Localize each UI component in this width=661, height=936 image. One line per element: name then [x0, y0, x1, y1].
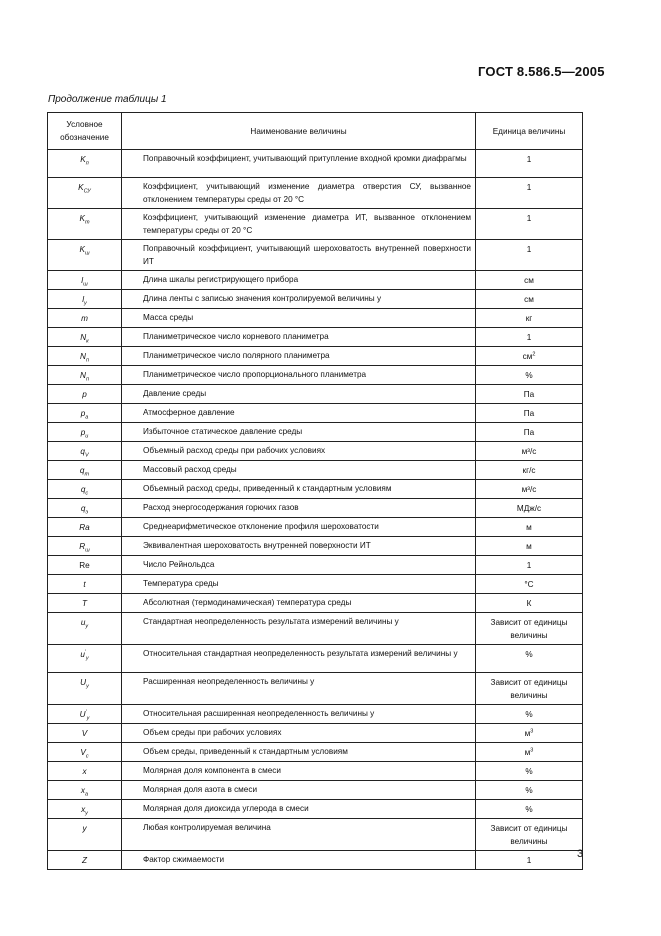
name-cell: Планиметрическое число полярного планиметра: [122, 347, 476, 366]
symbol-cell: $N_п$: [48, 347, 122, 366]
symbol-cell: $K_ш$: [48, 240, 122, 271]
unit-cell: 1: [476, 556, 583, 575]
name-cell: Среднеарифметическое отклонение профиля шероховатости: [122, 518, 476, 537]
unit-cell: 1: [476, 328, 583, 347]
unit-cell: м³/с: [476, 442, 583, 461]
symbol-cell: $N_к$: [48, 328, 122, 347]
table-row: [48, 150, 583, 178]
symbol-cell: $U_у$: [48, 673, 122, 705]
unit-cell: см: [476, 271, 583, 290]
symbol-cell: $x_а$: [48, 781, 122, 800]
name-cell: Планиметрическое число корневого планиметра: [122, 328, 476, 347]
symbol-cell: Ra: [48, 518, 122, 537]
symbol-cell: $p_и$: [48, 423, 122, 442]
table-row: [48, 499, 583, 518]
unit-cell: Па: [476, 404, 583, 423]
unit-cell: %: [476, 762, 583, 781]
name-cell: Давление среды: [122, 385, 476, 404]
symbol-cell: $V_с$: [48, 743, 122, 762]
table-row: [48, 385, 583, 404]
unit-cell: °С: [476, 575, 583, 594]
unit-cell: кг/с: [476, 461, 583, 480]
table-row: [48, 819, 583, 851]
name-cell: Температура среды: [122, 575, 476, 594]
table-row: [48, 209, 583, 240]
table-row: [48, 290, 583, 309]
table-row: [48, 594, 583, 613]
name-cell: Объем среды, приведенный к стандартным условиям: [122, 743, 476, 762]
name-cell: Избыточное статическое давление среды: [122, 423, 476, 442]
name-cell: Коэффициент, учитывающий изменение диаметра отверстия СУ, вызванное отклонением температуры среды от 20 °С: [122, 178, 476, 209]
table-row: [48, 328, 583, 347]
table-row: [48, 762, 583, 781]
unit-cell: Зависит от единицы величины: [476, 673, 583, 705]
symbol-cell: m: [48, 309, 122, 328]
name-cell: Относительная стандартная неопределенность результата измерений величины у: [122, 645, 476, 673]
name-cell: Молярная доля диоксида углерода в смеси: [122, 800, 476, 819]
table-row: [48, 347, 583, 366]
name-cell: Стандартная неопределенность результата измерений величины у: [122, 613, 476, 645]
name-cell: Поправочный коэффициент, учитывающий притупление входной кромки диафрагмы: [122, 150, 476, 178]
symbol-cell: $x_у$: [48, 800, 122, 819]
name-cell: Расширенная неопределенность величины у: [122, 673, 476, 705]
symbol-cell: $q_V$: [48, 442, 122, 461]
unit-cell: %: [476, 781, 583, 800]
unit-cell: м³/с: [476, 480, 583, 499]
symbol-cell: Z: [48, 851, 122, 870]
unit-cell: 1: [476, 851, 583, 870]
unit-cell: м: [476, 518, 583, 537]
symbol-cell: x: [48, 762, 122, 781]
table-row: [48, 800, 583, 819]
unit-cell: 1: [476, 240, 583, 271]
unit-cell: %: [476, 366, 583, 385]
symbol-cell: $u'_у$: [48, 645, 122, 673]
table-row: [48, 556, 583, 575]
name-cell: Эквивалентная шероховатость внутренней поверхности ИТ: [122, 537, 476, 556]
name-cell: Объемный расход среды при рабочих условиях: [122, 442, 476, 461]
symbol-cell: V: [48, 724, 122, 743]
unit-cell: Па: [476, 423, 583, 442]
table-header-row: [48, 113, 583, 150]
table-row: [48, 366, 583, 385]
table-row: [48, 575, 583, 594]
document-code: ГОСТ 8.586.5—2005: [478, 64, 605, 79]
table-row: [48, 442, 583, 461]
table-row: [48, 705, 583, 724]
symbol-cell: t: [48, 575, 122, 594]
table-caption: Продолжение таблицы 1: [48, 94, 167, 105]
table-row: [48, 404, 583, 423]
symbol-cell: $q_э$: [48, 499, 122, 518]
unit-cell: Па: [476, 385, 583, 404]
name-cell: Планиметрическое число пропорционального планиметра: [122, 366, 476, 385]
table-row: [48, 645, 583, 673]
table-row: [48, 271, 583, 290]
unit-cell: $см^2$: [476, 347, 583, 366]
name-cell: Коэффициент, учитывающий изменение диаметра ИТ, вызванное отклонением температуры среды от 20 °С: [122, 209, 476, 240]
unit-cell: МДж/с: [476, 499, 583, 518]
symbol-cell: T: [48, 594, 122, 613]
symbol-cell: $R_ш$: [48, 537, 122, 556]
unit-cell: 1: [476, 150, 583, 178]
unit-cell: %: [476, 705, 583, 724]
unit-cell: м: [476, 537, 583, 556]
name-cell: Поправочный коэффициент, учитывающий шероховатость внутренней поверхности ИТ: [122, 240, 476, 271]
symbol-cell: $q_с$: [48, 480, 122, 499]
header-symbol: Условное обозначение: [48, 113, 122, 150]
symbol-cell: $K_п$: [48, 150, 122, 178]
name-cell: Объемный расход среды, приведенный к стандартным условиям: [122, 480, 476, 499]
table-row: [48, 518, 583, 537]
unit-cell: $м^3$: [476, 724, 583, 743]
name-cell: Относительная расширенная неопределенность величины у: [122, 705, 476, 724]
table-row: [48, 178, 583, 209]
unit-cell: К: [476, 594, 583, 613]
name-cell: Массовый расход среды: [122, 461, 476, 480]
symbol-cell: $K_{СУ}$: [48, 178, 122, 209]
name-cell: Фактор сжимаемости: [122, 851, 476, 870]
unit-cell: %: [476, 645, 583, 673]
symbol-cell: $l_ш$: [48, 271, 122, 290]
symbol-cell: $K_т$: [48, 209, 122, 240]
header-unit: Единица величины: [476, 113, 583, 150]
unit-cell: 1: [476, 178, 583, 209]
symbol-cell: $N_п$: [48, 366, 122, 385]
table-row: [48, 743, 583, 762]
name-cell: Молярная доля азота в смеси: [122, 781, 476, 800]
table-row: [48, 309, 583, 328]
unit-cell: %: [476, 800, 583, 819]
table-row: [48, 673, 583, 705]
symbol-cell: p: [48, 385, 122, 404]
symbol-cell: $p_а$: [48, 404, 122, 423]
symbol-cell: $u_у$: [48, 613, 122, 645]
table-row: [48, 537, 583, 556]
unit-cell: Зависит от единицы величины: [476, 819, 583, 851]
name-cell: Атмосферное давление: [122, 404, 476, 423]
page-number: 3: [577, 848, 584, 860]
table-row: [48, 461, 583, 480]
name-cell: Любая контролируемая величина: [122, 819, 476, 851]
symbol-cell: $q_m$: [48, 461, 122, 480]
symbol-cell: $U'_у$: [48, 705, 122, 724]
name-cell: Длина шкалы регистрирующего прибора: [122, 271, 476, 290]
symbol-cell: y: [48, 819, 122, 851]
name-cell: Длина ленты с записью значения контролируемой величины у: [122, 290, 476, 309]
unit-cell: см: [476, 290, 583, 309]
unit-cell: 1: [476, 209, 583, 240]
table-row: [48, 613, 583, 645]
table-row: [48, 781, 583, 800]
table-row: [48, 240, 583, 271]
name-cell: Расход энергосодержания горючих газов: [122, 499, 476, 518]
unit-cell: кг: [476, 309, 583, 328]
symbol-cell: $l_у$: [48, 290, 122, 309]
unit-cell: $м^3$: [476, 743, 583, 762]
symbols-table: [47, 112, 583, 870]
name-cell: Масса среды: [122, 309, 476, 328]
table-row: [48, 851, 583, 870]
header-name: Наименование величины: [122, 113, 476, 150]
table-row: [48, 724, 583, 743]
name-cell: Объем среды при рабочих условиях: [122, 724, 476, 743]
table-row: [48, 480, 583, 499]
name-cell: Молярная доля компонента в смеси: [122, 762, 476, 781]
symbol-cell: Re: [48, 556, 122, 575]
table-row: [48, 423, 583, 442]
unit-cell: Зависит от единицы величины: [476, 613, 583, 645]
name-cell: Абсолютная (термодинамическая) температура среды: [122, 594, 476, 613]
name-cell: Число Рейнольдса: [122, 556, 476, 575]
